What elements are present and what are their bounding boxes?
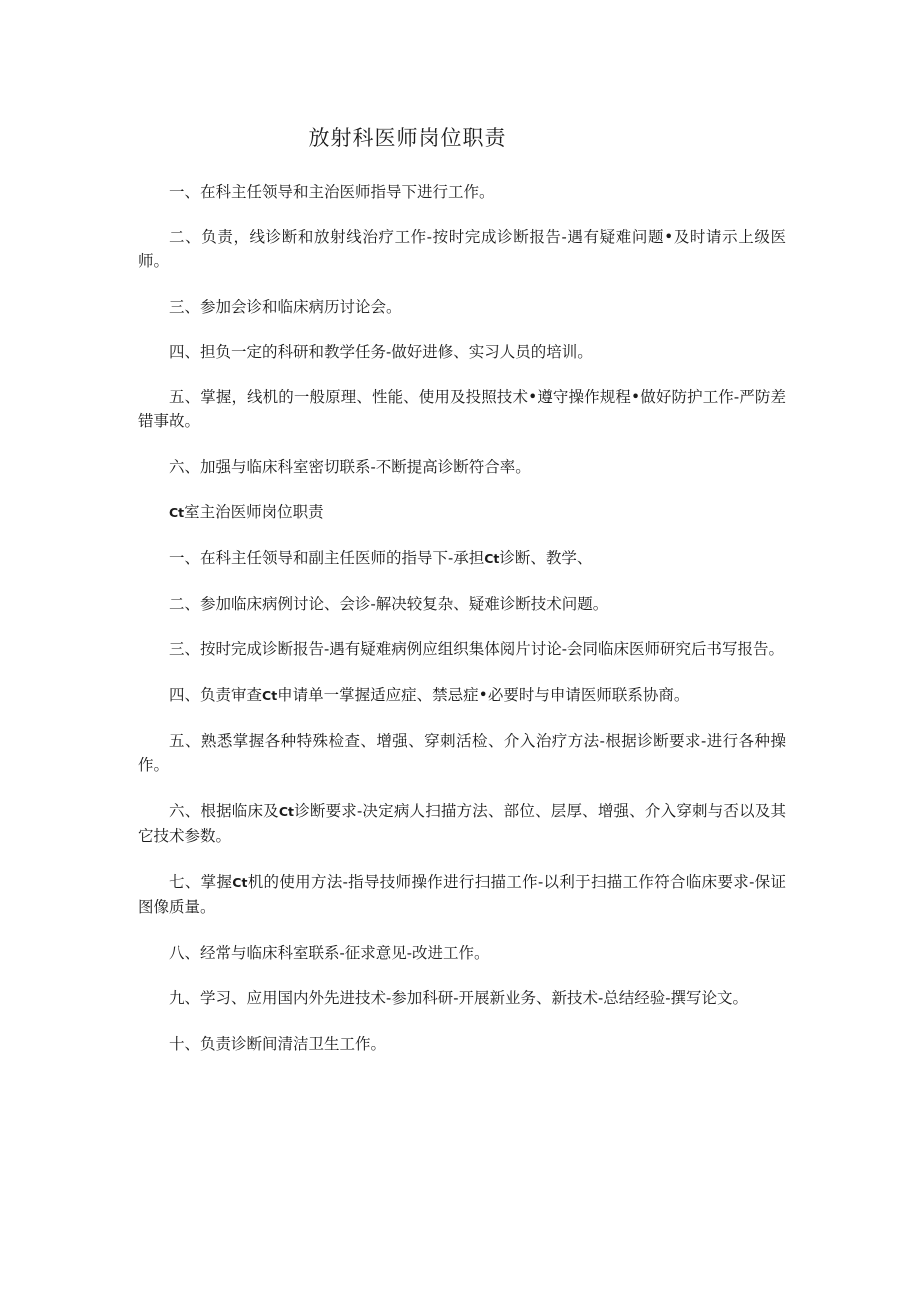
text-segment: 诊断、教学、 xyxy=(499,549,593,567)
text-segment: 一、在科主任领导和副主任医师的指导下-承担 xyxy=(169,549,485,567)
ct-abbrev: Ct xyxy=(278,804,295,819)
duty-item-1-1: 一、在科主任领导和主治医师指导下进行工作。 xyxy=(169,183,495,201)
text-segment: 机的使用方法-指导技师操作进行扫描工作-以利于扫描工作符合临床要求-保证图像质量。 xyxy=(138,873,786,916)
duty-item-2-8 xyxy=(138,941,786,965)
ct-abbrev: Ct xyxy=(484,551,500,566)
duty-item-1-4: 四、担负一定的科研和教学任务-做好进修、实习人员的培训。 xyxy=(169,343,593,361)
duty-item-2-6 xyxy=(138,799,786,848)
duty-item-2-5 xyxy=(138,729,786,777)
text-segment: 五、熟悉掌握各种特殊检查、增强、穿刺活检、介入治疗方法-根据诊断要求-进行各种操作。 xyxy=(138,732,786,774)
document-body xyxy=(138,180,786,1077)
duty-item-1-3: 三、参加会诊和临床病历讨论会。 xyxy=(169,298,402,316)
ct-abbrev: Ct xyxy=(232,875,248,890)
section-heading-text: 室主治医师岗位职责 xyxy=(184,503,324,521)
text-segment: 三、按时完成诊断报告-遇有疑难病例应组织集体阅片讨论-会同临床医师研究后书写报告。 xyxy=(169,640,784,658)
text-segment: 八、经常与临床科室联系-征求意见-改进工作。 xyxy=(169,944,490,962)
text-segment: 九、学习、应用国内外先进技术-参加科研-开展新业务、新技术-总结经验-撰写论文。 xyxy=(169,989,748,1007)
duty-item-1-5: 五、掌握，线机的一般原理、性能、使用及投照技术•遵守操作规程•做好防护工作-严防差错事故。 xyxy=(138,388,786,430)
text-segment: 四、负责审查 xyxy=(169,686,263,704)
document-title: 放射科医师岗位职责 xyxy=(308,126,507,150)
duty-item-1-6: 六、加强与临床科室密切联系-不断提高诊断符合率。 xyxy=(169,458,531,476)
duty-item-2-7 xyxy=(138,870,786,919)
duty-item-2-9 xyxy=(138,986,786,1010)
text-segment: 二、参加临床病例讨论、会诊-解决较复杂、疑难诊断技术问题。 xyxy=(169,595,609,613)
duty-item-2-10 xyxy=(138,1032,786,1056)
duty-item-2-1 xyxy=(138,546,786,571)
text-segment: 七、掌握 xyxy=(169,873,233,891)
text-segment: 申请单一掌握适应症、禁忌症•必要时与申请医师联系协商。 xyxy=(277,686,690,704)
duty-item-2-4 xyxy=(138,683,786,708)
text-segment: 诊断要求-决定病人扫描方法、部位、层厚、增强、介入穿刺与否以及其它技术参数。 xyxy=(138,802,786,845)
duty-item-2-2 xyxy=(138,592,786,616)
ct-abbrev: Ct xyxy=(262,688,278,703)
duty-item-2-3 xyxy=(138,637,786,661)
text-segment: 六、根据临床及 xyxy=(169,802,279,820)
ct-abbrev: Ct xyxy=(169,505,185,520)
duty-item-1-2: 二、负责，线诊断和放射线治疗工作-按时完成诊断报告-遇有疑难问题•及时请示上级医师。 xyxy=(138,228,786,270)
section-heading xyxy=(138,500,786,525)
text-segment: 十、负责诊断间清洁卫生工作。 xyxy=(169,1035,387,1053)
